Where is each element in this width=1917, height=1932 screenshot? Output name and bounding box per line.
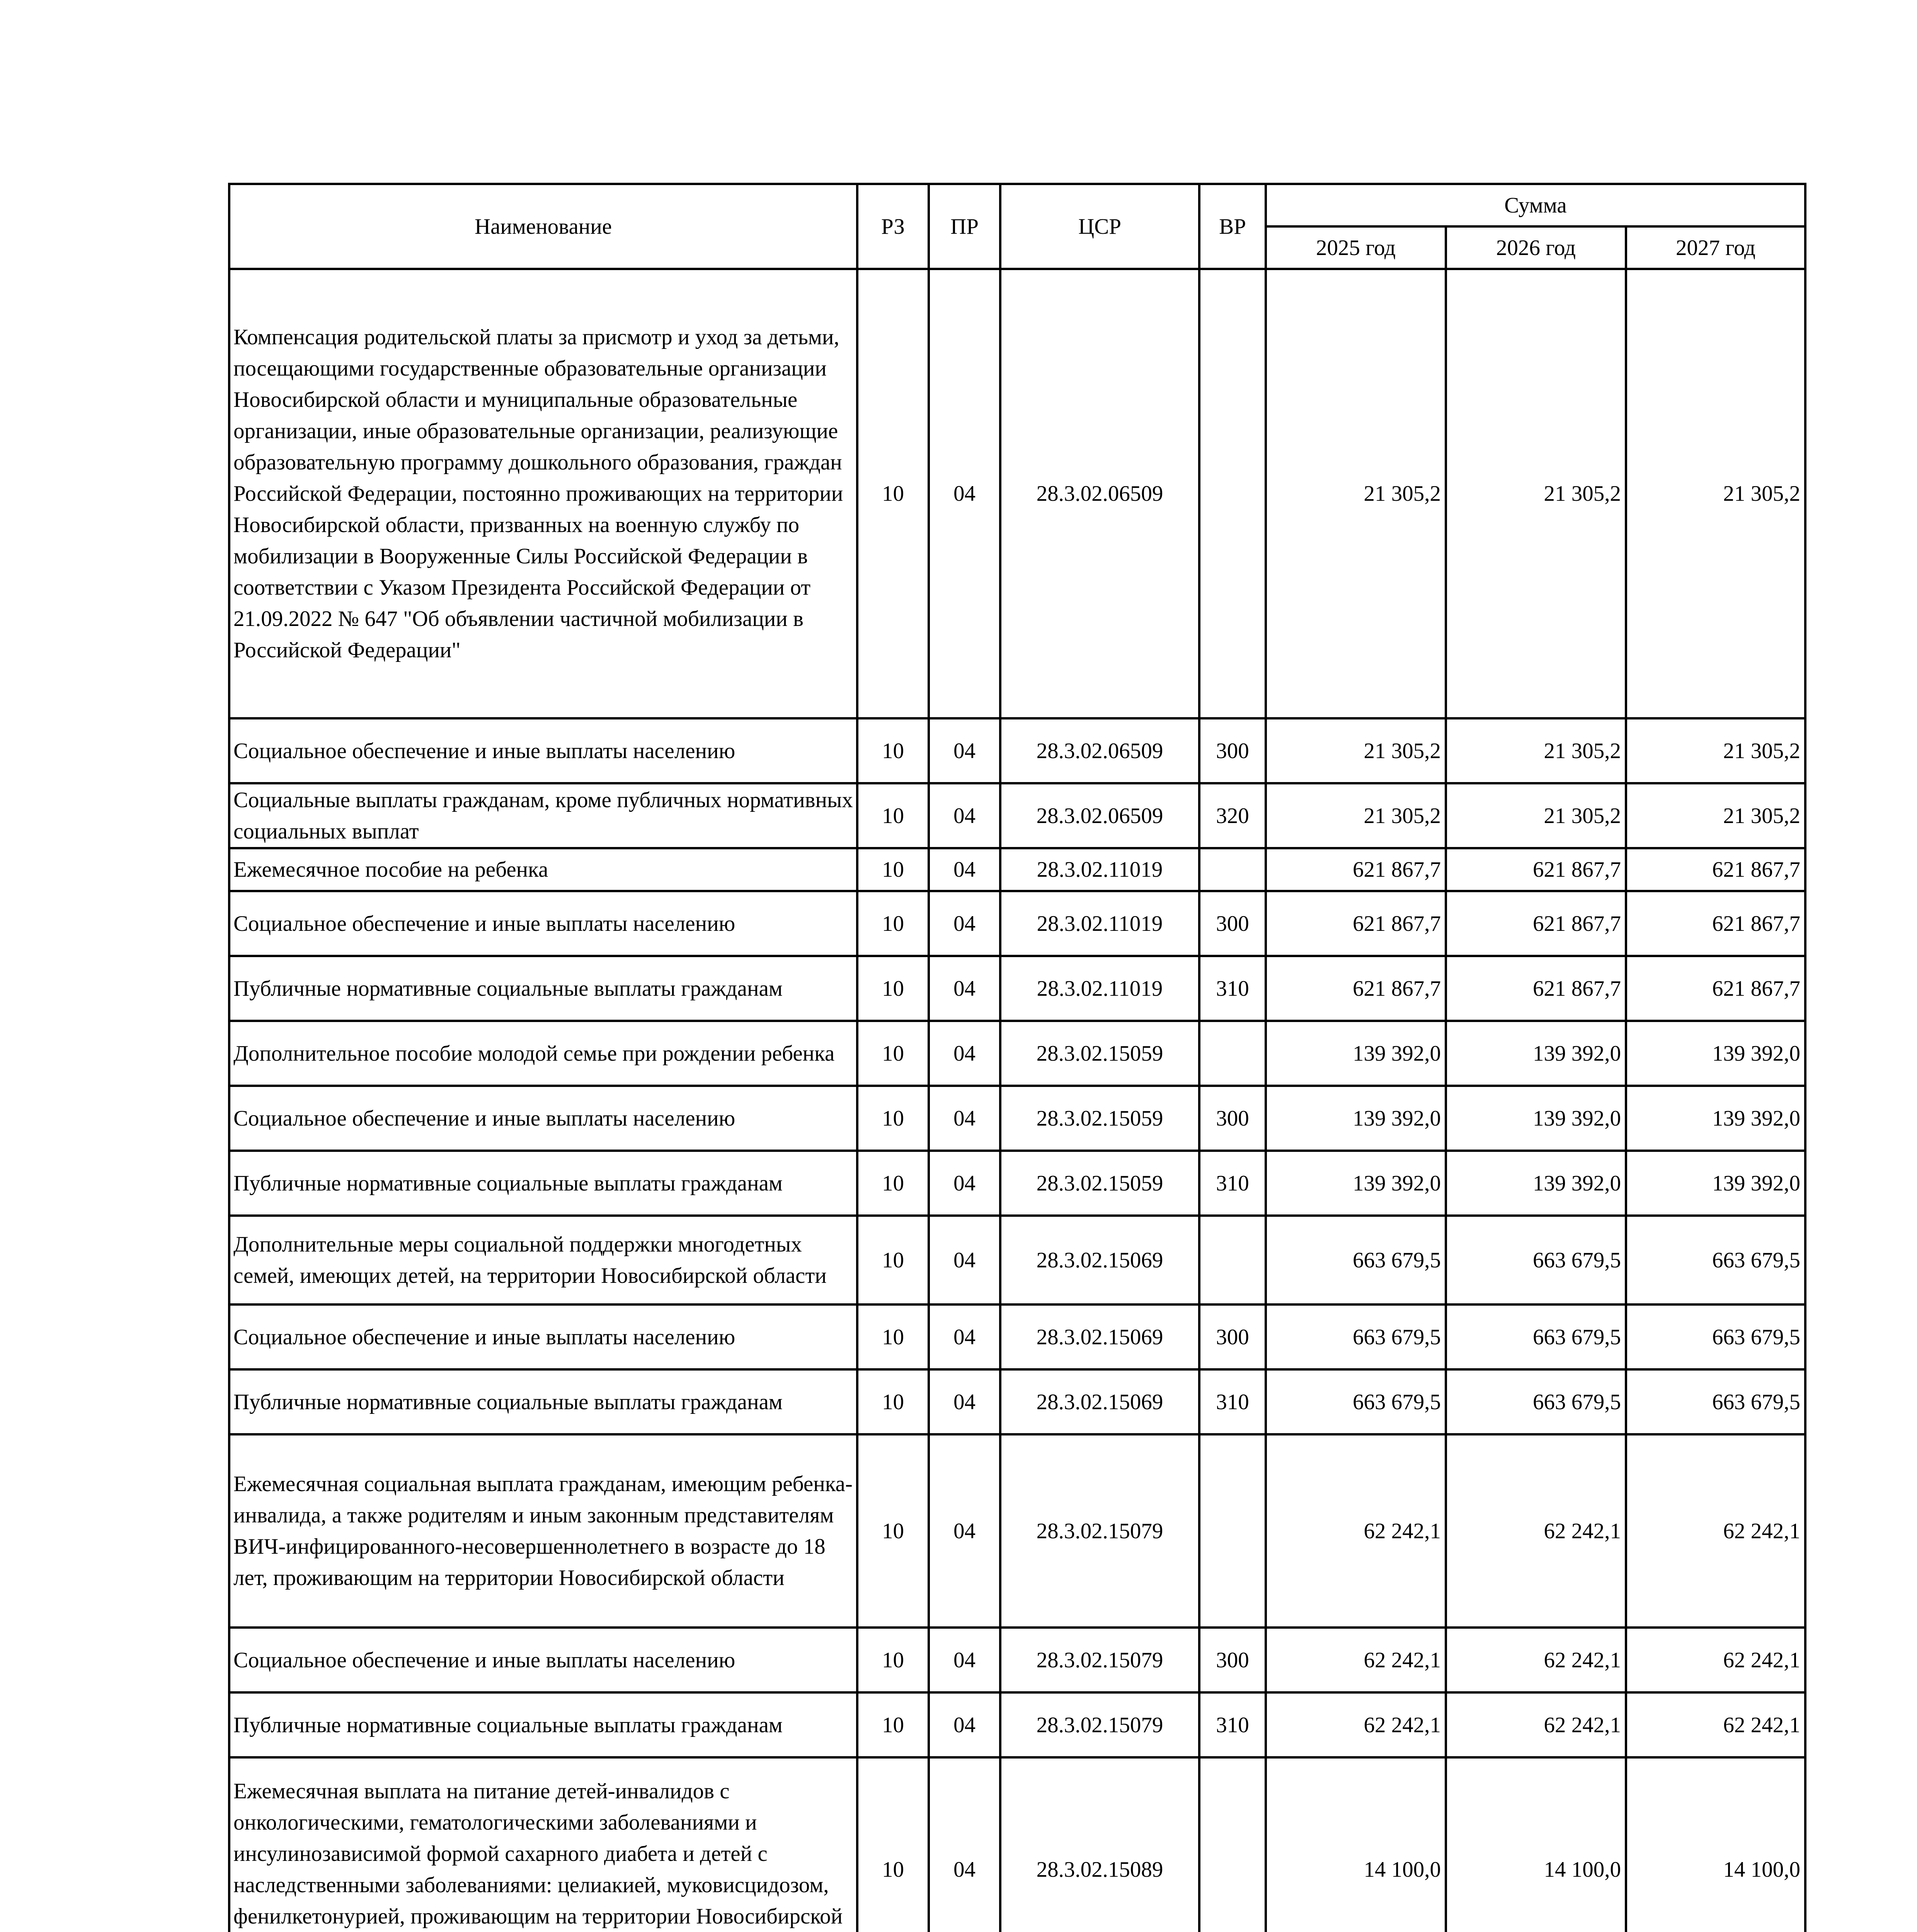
row-name: Социальное обеспечение и иные выплаты населению <box>229 1304 857 1369</box>
row-value-2026: 62 242,1 <box>1446 1692 1626 1757</box>
row-vr: 300 <box>1199 1628 1266 1692</box>
row-value-2025: 21 305,2 <box>1266 269 1446 718</box>
row-pr: 04 <box>929 1086 1000 1151</box>
row-pr: 04 <box>929 1151 1000 1216</box>
table-row <box>229 848 1805 891</box>
row-csr: 28.3.02.15079 <box>1000 1434 1199 1628</box>
table-row <box>229 269 1805 718</box>
row-value-2027: 21 305,2 <box>1626 269 1805 718</box>
row-pr: 04 <box>929 1021 1000 1086</box>
row-value-2025: 62 242,1 <box>1266 1434 1446 1628</box>
row-value-2025: 14 100,0 <box>1266 1757 1446 1932</box>
header-sum: Сумма <box>1266 184 1805 226</box>
row-vr: 300 <box>1199 718 1266 783</box>
row-name: Ежемесячная выплата на питание детей-инвалидов с онкологическими, гематологическими заболеваниями и инсулинозависимой формой сахарного диабета и детей с наследственными заболеваниями: целиакией, муковисцидозом, фенилкетонурией, проживающим на территории Новосибирской <box>229 1757 857 1932</box>
row-vr <box>1199 269 1266 718</box>
table-row <box>229 1369 1805 1434</box>
row-value-2026: 62 242,1 <box>1446 1434 1626 1628</box>
row-value-2027: 62 242,1 <box>1626 1434 1805 1628</box>
row-rz: 10 <box>857 718 929 783</box>
row-vr <box>1199 1434 1266 1628</box>
row-csr: 28.3.02.06509 <box>1000 269 1199 718</box>
row-value-2026: 21 305,2 <box>1446 269 1626 718</box>
row-value-2025: 139 392,0 <box>1266 1151 1446 1216</box>
row-name: Дополнительное пособие молодой семье при рождении ребенка <box>229 1021 857 1086</box>
row-pr: 04 <box>929 1369 1000 1434</box>
row-value-2027: 621 867,7 <box>1626 891 1805 956</box>
table-body <box>229 269 1805 1932</box>
row-csr: 28.3.02.06509 <box>1000 718 1199 783</box>
row-value-2026: 621 867,7 <box>1446 891 1626 956</box>
row-rz: 10 <box>857 1628 929 1692</box>
row-pr: 04 <box>929 1628 1000 1692</box>
row-name: Социальные выплаты гражданам, кроме публичных нормативных социальных выплат <box>229 783 857 848</box>
row-csr: 28.3.02.15069 <box>1000 1304 1199 1369</box>
row-value-2026: 621 867,7 <box>1446 848 1626 891</box>
row-vr: 310 <box>1199 956 1266 1021</box>
header-name: Наименование <box>229 184 857 269</box>
row-rz: 10 <box>857 1369 929 1434</box>
row-vr <box>1199 1216 1266 1304</box>
row-csr: 28.3.02.15069 <box>1000 1216 1199 1304</box>
row-pr: 04 <box>929 783 1000 848</box>
row-csr: 28.3.02.11019 <box>1000 891 1199 956</box>
header-csr: ЦСР <box>1000 184 1199 269</box>
row-rz: 10 <box>857 891 929 956</box>
row-value-2025: 139 392,0 <box>1266 1021 1446 1086</box>
row-value-2027: 139 392,0 <box>1626 1086 1805 1151</box>
table-row <box>229 1151 1805 1216</box>
header-year-2026: 2026 год <box>1446 226 1626 269</box>
table-header <box>229 184 1805 269</box>
row-value-2025: 663 679,5 <box>1266 1304 1446 1369</box>
row-pr: 04 <box>929 1692 1000 1757</box>
row-csr: 28.3.02.11019 <box>1000 848 1199 891</box>
row-csr: 28.3.02.11019 <box>1000 956 1199 1021</box>
row-value-2026: 663 679,5 <box>1446 1369 1626 1434</box>
row-value-2026: 62 242,1 <box>1446 1628 1626 1692</box>
row-value-2025: 621 867,7 <box>1266 956 1446 1021</box>
row-name: Дополнительные меры социальной поддержки многодетных семей, имеющих детей, на территории Новосибирской области <box>229 1216 857 1304</box>
table-row <box>229 1628 1805 1692</box>
row-pr: 04 <box>929 891 1000 956</box>
row-rz: 10 <box>857 956 929 1021</box>
row-vr: 300 <box>1199 1086 1266 1151</box>
row-value-2027: 621 867,7 <box>1626 956 1805 1021</box>
table-row <box>229 783 1805 848</box>
row-value-2026: 663 679,5 <box>1446 1216 1626 1304</box>
table-row <box>229 891 1805 956</box>
table-row <box>229 1021 1805 1086</box>
row-value-2027: 21 305,2 <box>1626 718 1805 783</box>
row-name: Ежемесячное пособие на ребенка <box>229 848 857 891</box>
row-value-2025: 663 679,5 <box>1266 1369 1446 1434</box>
header-year-2025: 2025 год <box>1266 226 1446 269</box>
row-value-2025: 621 867,7 <box>1266 848 1446 891</box>
row-pr: 04 <box>929 1434 1000 1628</box>
row-rz: 10 <box>857 1021 929 1086</box>
row-vr <box>1199 1757 1266 1932</box>
row-rz: 10 <box>857 1304 929 1369</box>
row-pr: 04 <box>929 848 1000 891</box>
table-row <box>229 718 1805 783</box>
row-name: Социальное обеспечение и иные выплаты населению <box>229 1628 857 1692</box>
row-rz: 10 <box>857 848 929 891</box>
row-value-2027: 621 867,7 <box>1626 848 1805 891</box>
table-row <box>229 1692 1805 1757</box>
row-value-2026: 139 392,0 <box>1446 1151 1626 1216</box>
row-csr: 28.3.02.15059 <box>1000 1021 1199 1086</box>
row-csr: 28.3.02.15079 <box>1000 1692 1199 1757</box>
budget-table <box>228 183 1806 1932</box>
row-name: Публичные нормативные социальные выплаты гражданам <box>229 1369 857 1434</box>
row-value-2026: 21 305,2 <box>1446 718 1626 783</box>
table-row <box>229 1304 1805 1369</box>
row-vr: 310 <box>1199 1692 1266 1757</box>
row-csr: 28.3.02.15069 <box>1000 1369 1199 1434</box>
row-value-2027: 62 242,1 <box>1626 1628 1805 1692</box>
row-name: Публичные нормативные социальные выплаты гражданам <box>229 956 857 1021</box>
row-rz: 10 <box>857 1757 929 1932</box>
row-rz: 10 <box>857 1086 929 1151</box>
row-name: Социальное обеспечение и иные выплаты населению <box>229 718 857 783</box>
row-name: Публичные нормативные социальные выплаты гражданам <box>229 1151 857 1216</box>
row-value-2027: 663 679,5 <box>1626 1369 1805 1434</box>
row-csr: 28.3.02.15079 <box>1000 1628 1199 1692</box>
row-value-2025: 21 305,2 <box>1266 718 1446 783</box>
row-csr: 28.3.02.15059 <box>1000 1086 1199 1151</box>
row-rz: 10 <box>857 1434 929 1628</box>
row-csr: 28.3.02.15089 <box>1000 1757 1199 1932</box>
row-value-2026: 139 392,0 <box>1446 1021 1626 1086</box>
row-value-2027: 139 392,0 <box>1626 1021 1805 1086</box>
row-vr: 300 <box>1199 891 1266 956</box>
header-vr: ВР <box>1199 184 1266 269</box>
row-csr: 28.3.02.06509 <box>1000 783 1199 848</box>
row-name: Ежемесячная социальная выплата гражданам, имеющим ребенка-инвалида, а также родителям и иным законным представителям ВИЧ-инфицированного-несовершеннолетнего в возрасте до 18 лет, проживающим на территории Новосибирской области <box>229 1434 857 1628</box>
row-value-2027: 663 679,5 <box>1626 1304 1805 1369</box>
row-value-2027: 663 679,5 <box>1626 1216 1805 1304</box>
row-rz: 10 <box>857 1216 929 1304</box>
row-vr: 310 <box>1199 1151 1266 1216</box>
row-value-2027: 14 100,0 <box>1626 1757 1805 1932</box>
row-rz: 10 <box>857 269 929 718</box>
row-value-2026: 139 392,0 <box>1446 1086 1626 1151</box>
header-pr: ПР <box>929 184 1000 269</box>
row-name: Компенсация родительской платы за присмотр и уход за детьми, посещающими государственные образовательные организации Новосибирской области и муниципальные образовательные организации, иные образовательные организации, реализующие образовательную программу дошкольного образования, граждан Российской Федерации, постоянно проживающих на территории Новосибирской области, призванных на военную службу по мобилизации в Вооруженные Силы Российской Федерации в соответствии с Указом Президента Российской Федерации от 21.09.2022 № 647 "Об объявлении частичной мобилизации в Российской Федерации" <box>229 269 857 718</box>
row-pr: 04 <box>929 1304 1000 1369</box>
row-value-2027: 139 392,0 <box>1626 1151 1805 1216</box>
row-value-2025: 21 305,2 <box>1266 783 1446 848</box>
row-vr: 320 <box>1199 783 1266 848</box>
row-name: Социальное обеспечение и иные выплаты населению <box>229 891 857 956</box>
row-vr: 310 <box>1199 1369 1266 1434</box>
row-rz: 10 <box>857 1692 929 1757</box>
row-value-2026: 21 305,2 <box>1446 783 1626 848</box>
row-csr: 28.3.02.15059 <box>1000 1151 1199 1216</box>
row-value-2025: 62 242,1 <box>1266 1692 1446 1757</box>
table-row <box>229 956 1805 1021</box>
header-rz: РЗ <box>857 184 929 269</box>
row-rz: 10 <box>857 1151 929 1216</box>
table-row <box>229 1757 1805 1932</box>
row-vr <box>1199 1021 1266 1086</box>
row-value-2026: 663 679,5 <box>1446 1304 1626 1369</box>
row-vr: 300 <box>1199 1304 1266 1369</box>
row-value-2026: 621 867,7 <box>1446 956 1626 1021</box>
row-value-2025: 663 679,5 <box>1266 1216 1446 1304</box>
row-pr: 04 <box>929 718 1000 783</box>
header-year-2027: 2027 год <box>1626 226 1805 269</box>
row-name: Социальное обеспечение и иные выплаты населению <box>229 1086 857 1151</box>
row-value-2026: 14 100,0 <box>1446 1757 1626 1932</box>
row-value-2025: 621 867,7 <box>1266 891 1446 956</box>
table-row <box>229 1216 1805 1304</box>
row-pr: 04 <box>929 956 1000 1021</box>
row-value-2025: 62 242,1 <box>1266 1628 1446 1692</box>
row-name: Публичные нормативные социальные выплаты гражданам <box>229 1692 857 1757</box>
row-pr: 04 <box>929 269 1000 718</box>
table-row <box>229 1434 1805 1628</box>
row-pr: 04 <box>929 1757 1000 1932</box>
row-rz: 10 <box>857 783 929 848</box>
row-value-2027: 62 242,1 <box>1626 1692 1805 1757</box>
row-value-2025: 139 392,0 <box>1266 1086 1446 1151</box>
row-value-2027: 21 305,2 <box>1626 783 1805 848</box>
row-pr: 04 <box>929 1216 1000 1304</box>
table-row <box>229 1086 1805 1151</box>
row-vr <box>1199 848 1266 891</box>
